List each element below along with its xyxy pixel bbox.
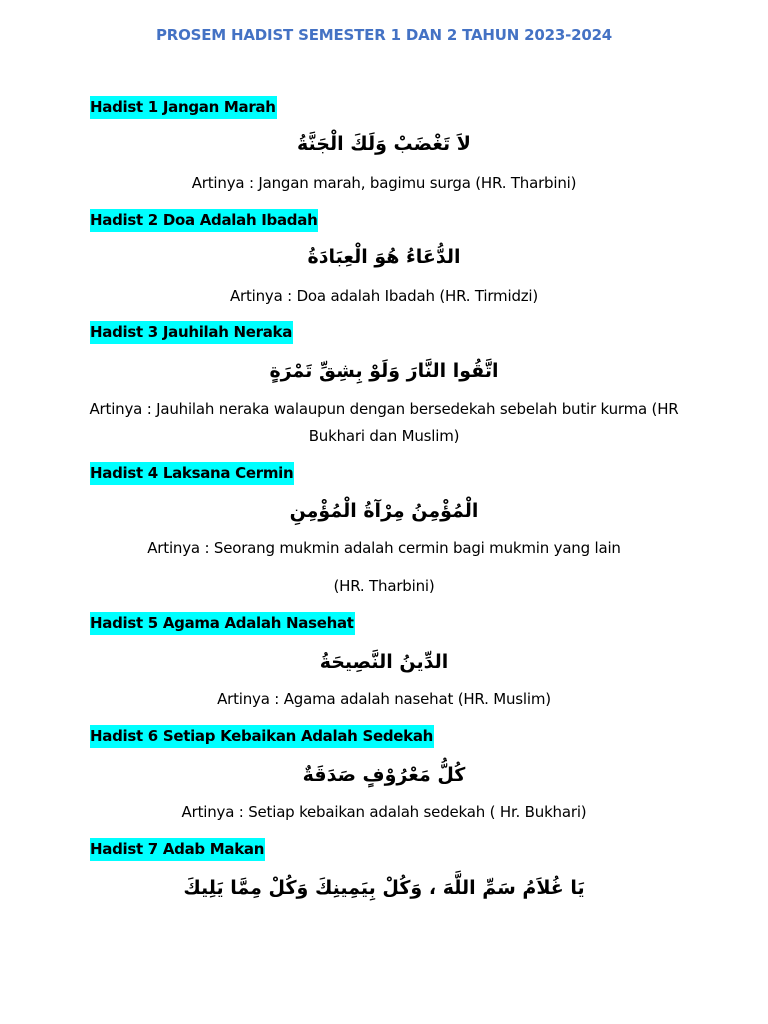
hadith-5-arabic: الدِّينُ النَّصِيحَةُ xyxy=(319,651,449,673)
hadith-7-heading: Hadist 7 Adab Makan xyxy=(90,838,265,861)
hadith-4-heading: Hadist 4 Laksana Cermin xyxy=(90,462,294,485)
hadith-2-arabic: الدُّعَاءُ هُوَ الْعِبَادَةُ xyxy=(307,246,461,268)
hadith-4-meaning-source: (HR. Tharbini) xyxy=(333,577,435,595)
hadith-4-meaning: Artinya : Seorang mukmin adalah cermin bagi mukmin yang lain xyxy=(147,539,621,557)
hadith-6-heading: Hadist 6 Setiap Kebaikan Adalah Sedekah xyxy=(90,725,434,748)
hadith-3-arabic: اتَّقُوا النَّارَ وَلَوْ بِشِقِّ تَمْرَةٍ xyxy=(269,360,499,382)
hadith-6-meaning: Artinya : Setiap kebaikan adalah sedekah ( Hr. Bukhari) xyxy=(181,803,587,821)
hadith-3-heading: Hadist 3 Jauhilah Neraka xyxy=(90,321,293,344)
hadith-1-heading: Hadist 1 Jangan Marah xyxy=(90,96,277,119)
hadith-2-heading: Hadist 2 Doa Adalah Ibadah xyxy=(90,209,318,232)
hadith-2-meaning: Artinya : Doa adalah Ibadah (HR. Tirmidzi) xyxy=(229,287,539,305)
hadith-1-meaning: Artinya : Jangan marah, bagimu surga (HR. Tharbini) xyxy=(191,174,577,192)
hadith-5-meaning: Artinya : Agama adalah nasehat (HR. Muslim) xyxy=(217,690,551,708)
hadith-5-heading: Hadist 5 Agama Adalah Nasehat xyxy=(90,612,355,635)
document-title: PROSEM HADIST SEMESTER 1 DAN 2 TAHUN 2023-2024 xyxy=(155,26,613,44)
hadith-1-arabic: لاَ تَغْضَبْ وَلَكَ الْجَنَّةُ xyxy=(297,133,471,155)
hadith-7-arabic: يَا غُلاَمُ سَمِّ اللَّهَ ، وَكُلْ بِيَمِينِكَ وَكُلْ مِمَّا يَلِيكَ xyxy=(183,877,585,899)
hadith-3-meaning: Artinya : Jauhilah neraka walaupun dengan bersedekah sebelah butir kurma (HR Bukhari dan Muslim) xyxy=(89,400,679,445)
hadith-6-arabic: كُلُّ مَعْرُوْفٍ صَدَقَةٌ xyxy=(302,764,466,786)
hadith-4-arabic: الْمُؤْمِنُ مِرْآةُ الْمُؤْمِنِ xyxy=(289,500,479,522)
